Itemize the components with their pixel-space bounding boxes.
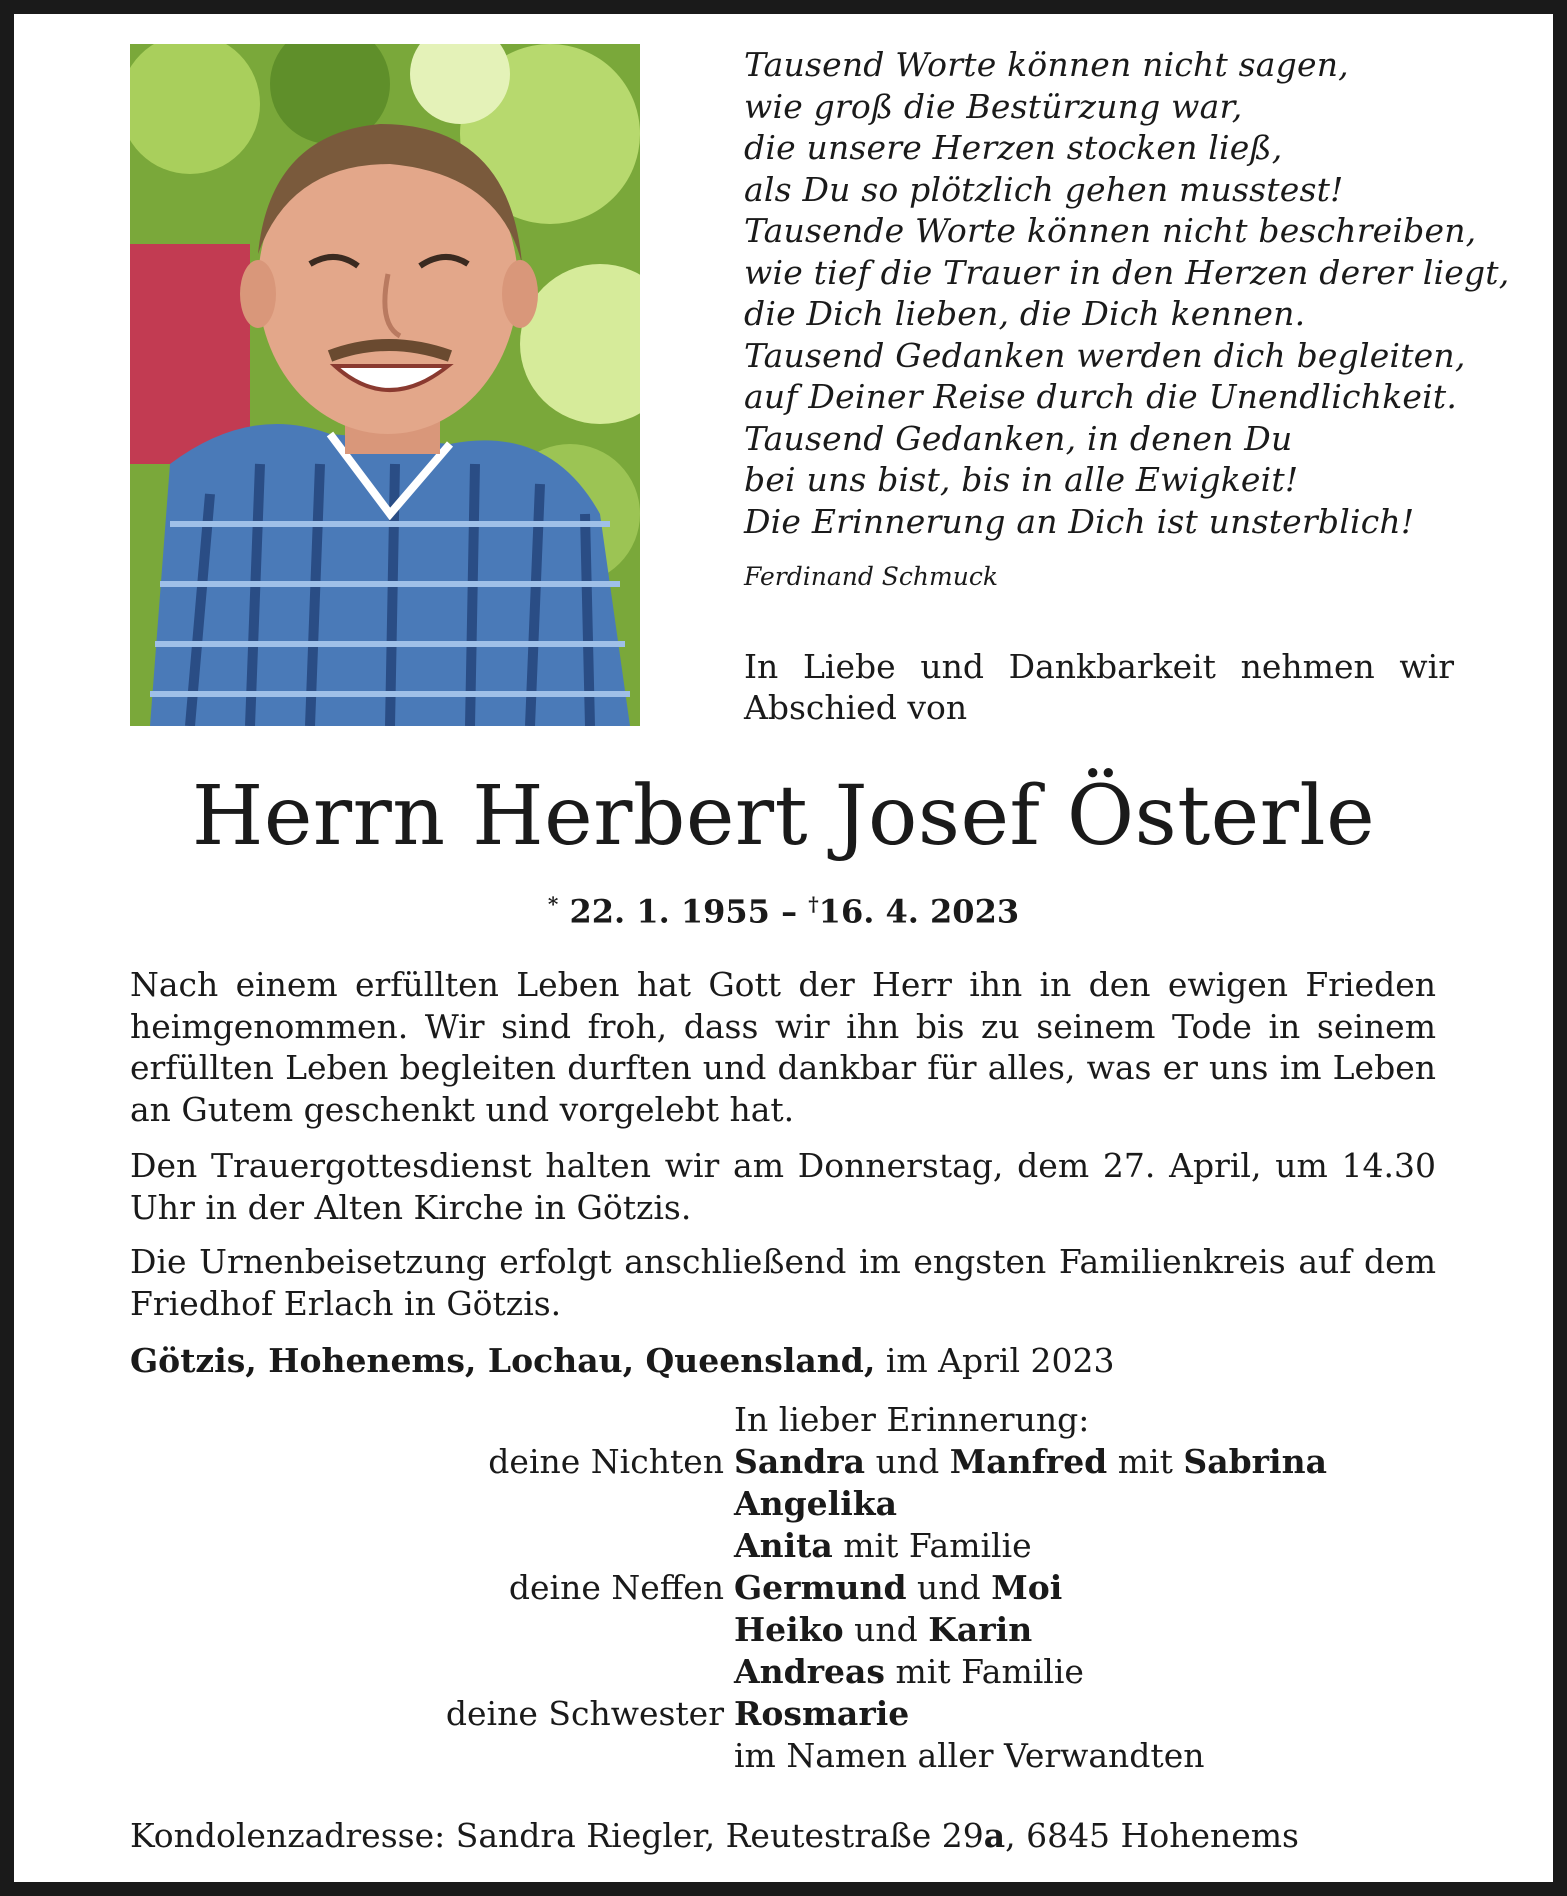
mourner-row — [734, 1526, 1032, 1565]
condolence-address — [130, 1816, 1299, 1855]
mourner-name: Anita — [734, 1526, 833, 1565]
poem-line: die Dich lieben, die Dich kennen. — [744, 294, 1306, 333]
mourner-name: Sabrina — [1183, 1442, 1327, 1481]
birth-date: 22. 1. 1955 — [569, 892, 770, 931]
poem-line: wie tief die Trauer in den Herzen derer liegt, — [744, 252, 1510, 292]
mourner-name: Andreas — [734, 1652, 886, 1691]
month-date: im April 2023 — [885, 1341, 1115, 1380]
conjunction: mit Familie — [843, 1526, 1032, 1565]
mourner-name: Germund — [734, 1568, 907, 1607]
poem-line: Die Erinnerung an Dich ist unsterblich! — [744, 501, 1415, 541]
poem-line: Tausende Worte können nicht beschreiben, — [744, 211, 1477, 250]
mourner-row — [734, 1610, 1032, 1649]
mourner-name: Karin — [928, 1610, 1033, 1649]
mourner-name: Heiko — [734, 1610, 844, 1649]
poem-line: wie groß die Bestürzung war, — [744, 86, 1243, 126]
poem-line: Tausend Gedanken werden dich begleiten, — [744, 335, 1466, 375]
death-symbol: † — [808, 892, 819, 916]
places: Götzis, Hohenems, Lochau, Queensland, — [130, 1341, 876, 1380]
obituary-card — [14, 14, 1553, 1882]
conjunction: und — [854, 1610, 918, 1649]
paragraph-life: Nach einem erfüllten Leben hat Gott der Herr ihn in den ewigen Frieden heimgenommen. Wir sind froh, dass wir ihn bis zu seinem Tode in seinem erfüllten Leben begleiten durften und dankbar für alles, was er uns im Leben an Gutem geschenkt und vorgelebt hat. — [130, 965, 1436, 1129]
mourner-row — [734, 1442, 1327, 1481]
mourner-name: Sandra — [734, 1442, 866, 1481]
address-prefix: Kondolenzadresse: Sandra Riegler, Reutestraße 29 — [130, 1816, 984, 1855]
conjunction: und — [917, 1568, 981, 1607]
nieces-label: deine Nichten — [488, 1442, 724, 1481]
mourner-row — [734, 1568, 1062, 1607]
place-date-line — [130, 1341, 1115, 1380]
death-date: 16. 4. 2023 — [818, 892, 1020, 931]
poem-line: auf Deiner Reise durch die Unendlichkeit. — [744, 377, 1458, 416]
mourner-name: Rosmarie — [734, 1694, 910, 1733]
address-rest: , 6845 Hohenems — [1005, 1816, 1299, 1855]
poem-line: Tausend Gedanken, in denen Du — [744, 418, 1293, 458]
paragraph-service: Den Trauergottesdienst halten wir am Donnerstag, dem 27. April, um 14.30 Uhr in der Alten Kirche in Götzis. — [130, 1146, 1436, 1227]
poem-line: bei uns bist, bis in alle Ewigkeit! — [744, 460, 1299, 499]
conjunction: mit Familie — [895, 1652, 1084, 1691]
farewell-text: In Liebe und Dankbarkeit nehmen wir Abschied von — [744, 647, 1454, 727]
mourners-closing: im Namen aller Verwandten — [734, 1736, 1205, 1775]
life-dates — [14, 892, 1553, 931]
nephews-label: deine Neffen — [508, 1568, 724, 1607]
sister-label: deine Schwester — [445, 1694, 724, 1733]
poem — [744, 44, 1510, 542]
conjunction: und — [875, 1442, 940, 1481]
mourner-row — [734, 1694, 909, 1733]
memory-heading: In lieber Erinnerung: — [734, 1400, 1090, 1439]
deceased-name: Herrn Herbert Josef Österle — [191, 769, 1376, 864]
mourner-name: Moi — [991, 1568, 1063, 1607]
paragraph-burial: Die Urnenbeisetzung erfolgt anschließend im engsten Familienkreis auf dem Friedhof Erlach in Götzis. — [130, 1242, 1436, 1323]
mourner-name: Manfred — [949, 1442, 1108, 1481]
poem-line: die unsere Herzen stocken ließ, — [744, 128, 1283, 167]
smiling-man-portrait-icon — [130, 44, 640, 726]
poem-author: Ferdinand Schmuck — [744, 562, 998, 591]
portrait-photo — [130, 44, 640, 726]
mourner-name: Angelika — [734, 1484, 897, 1523]
conjunction: mit — [1117, 1442, 1173, 1481]
poem-line: als Du so plötzlich gehen musstest! — [744, 169, 1344, 209]
address-house-suffix: a — [983, 1816, 1006, 1855]
poem-line: Tausend Worte können nicht sagen, — [744, 45, 1349, 84]
birth-symbol: * — [547, 892, 559, 916]
mourner-row — [734, 1484, 897, 1523]
date-separator: – — [781, 892, 798, 931]
mourner-row — [734, 1652, 1084, 1691]
